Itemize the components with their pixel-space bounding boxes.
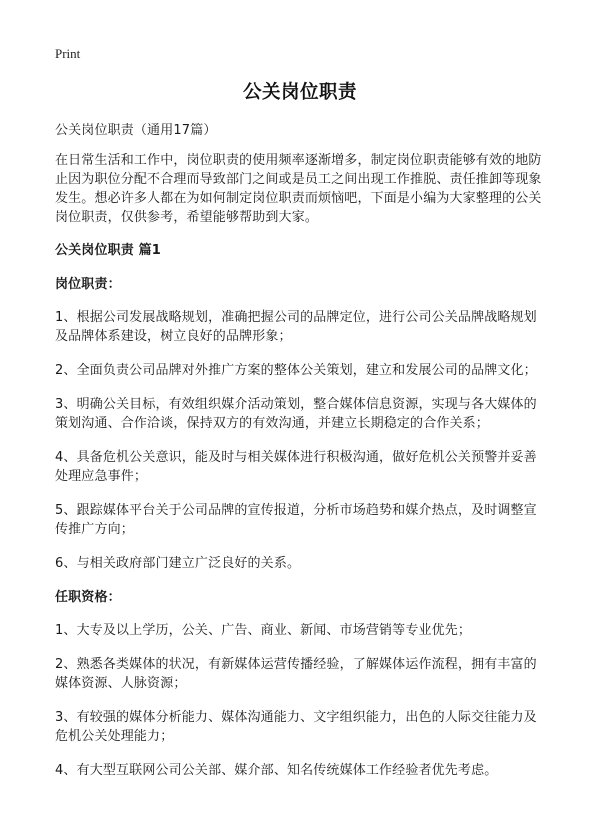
print-link[interactable]: Print xyxy=(55,46,81,61)
section-heading: 公关岗位职责 篇1 xyxy=(55,243,161,258)
qualification-item: 1、大专及以上学历，公关、广告、商业、新闻、市场营销等专业优先； xyxy=(55,623,472,638)
duty-item: 3、明确公关目标，有效组织媒介活动策划，整合媒体信息资源，实现与各大媒体的策划沟通、合作洽谈，保持双方的有效沟通，并建立长期稳定的合作关系； xyxy=(55,397,537,431)
document-body xyxy=(55,121,547,795)
qualification-item: 2、熟悉各类媒体的状况，有新媒体运营传播经验，了解媒体运作流程，拥有丰富的 媒体资源、人脉资源； xyxy=(55,657,537,691)
duty-item: 5、跟踪媒体平台关于公司品牌的宣传报道，分析市场趋势和媒介热点，及时调整宣传推广方向； xyxy=(55,503,537,537)
qualification-item: 3、有较强的媒体分析能力、媒体沟通能力、文字组织能力，出色的人际交往能力及危机公关处理能力； xyxy=(55,710,537,744)
document-subtitle: 公关岗位职责（通用17篇） xyxy=(55,123,217,138)
duty-item: 6、与相关政府部门建立广泛良好的关系。 xyxy=(55,556,301,571)
qualifications-heading: 任职资格： xyxy=(55,590,121,605)
duty-item: 2、全面负责公司品牌对外推广方案的整体公关策划，建立和发展公司的品牌文化； xyxy=(55,363,537,378)
duty-item: 1、根据公司发展战略规划，准确把握公司的品牌定位，进行公司公关品牌战略规划及品牌体系建设，树立良好的品牌形象； xyxy=(55,310,537,344)
duties-heading: 岗位职责： xyxy=(55,277,121,292)
qualification-item: 4、有大型互联网公司公关部、媒介部、知名传统媒体工作经验者优先考虑。 xyxy=(55,763,498,778)
duty-item: 4、具备危机公关意识，能及时与相关媒体进行积极沟通，做好危机公关预警并妥善处理应急事件； xyxy=(55,450,537,484)
intro-paragraph: 在日常生活和工作中，岗位职责的使用频率逐渐增多，制定岗位职责能够有效的地防止因为职位分配不合理而导致部门之间或是员工之间出现工作推脱、责任推卸等现象发生。想必许多人都在为如何制定岗位职责而烦恼吧，下面是小编为大家整理的公关岗位职责，仅供参考，希望能够帮助到大家。 xyxy=(55,153,542,225)
page-title: 公关岗位职责 xyxy=(242,82,357,103)
